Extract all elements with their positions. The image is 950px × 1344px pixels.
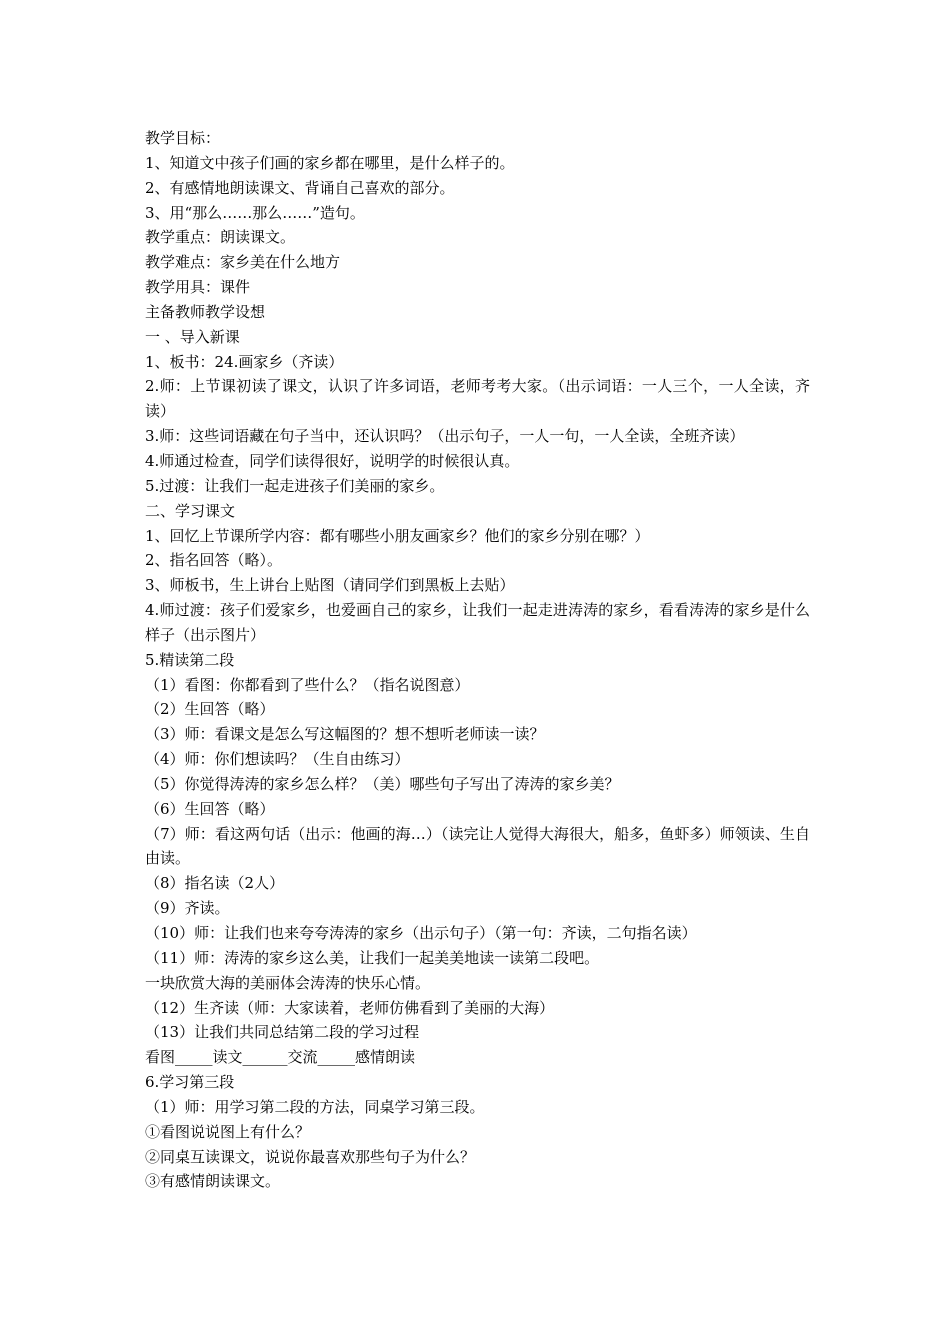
doc-line: 4.师过渡：孩子们爱家乡，也爱画自己的家乡，让我们一起走进涛涛的家乡，看看涛涛的家乡是什么样子（出示图片）	[145, 601, 810, 644]
doc-line: 2.师：上节课初读了课文，认识了许多词语，老师考考大家。（出示词语：一人三个，一人全读，齐读）	[145, 377, 810, 421]
doc-line: 5.精读第二段	[145, 650, 235, 669]
doc-line: （4）师：你们想读吗？（生自由练习）	[145, 750, 410, 769]
doc-line: 二、学习课文	[145, 501, 236, 520]
doc-line: 4.师通过检查，同学们读得很好，说明学的时候很认真。	[145, 451, 520, 470]
doc-line: 6.学习第三段	[145, 1073, 235, 1092]
doc-line: 3、用“那么……那么……”造句。	[145, 203, 365, 222]
doc-line: （1）师：用学习第二段的方法，同桌学习第三段。	[145, 1097, 485, 1116]
doc-line: 2、指名回答（略）。	[145, 551, 283, 570]
doc-line: 教学重点：朗读课文。	[145, 228, 296, 247]
doc-line: （12）生齐读（师：大家读着，老师仿佛看到了美丽的大海）	[145, 998, 555, 1017]
doc-line: （10）师：让我们也来夸夸涛涛的家乡（出示句子）（第一句：齐读，二句指名读）	[145, 924, 697, 942]
doc-line: （5）你觉得涛涛的家乡怎么样？（美）哪些句子写出了涛涛的家乡美？	[145, 774, 620, 793]
doc-line: （11）师：涛涛的家乡这么美，让我们一起美美地读一读第二段吧。	[145, 948, 600, 967]
doc-line: 3、师板书，生上讲台上贴图（请同学们到黑板上去贴）	[145, 576, 515, 595]
doc-line: 1、回忆上节课所学内容：都有哪些小朋友画家乡？他们的家乡分别在哪？）	[145, 526, 650, 545]
doc-line: （9）齐读。	[145, 899, 230, 918]
doc-line: 1、知道文中孩子们画的家乡都在哪里，是什么样子的。	[145, 153, 515, 172]
doc-line: 看图_____读文______交流_____感情朗读	[145, 1048, 416, 1067]
doc-line: 主备教师教学设想	[145, 302, 266, 321]
doc-line: （1）看图：你都看到了些什么？（指名说图意）	[145, 675, 470, 694]
doc-line: 教学难点：家乡美在什么地方	[145, 253, 341, 272]
doc-line: 一块欣赏大海的美丽体会涛涛的快乐心情。	[145, 973, 431, 992]
doc-line: 教学用具：课件	[145, 278, 251, 297]
doc-line: （6）生回答（略）	[145, 799, 275, 818]
doc-line: 2、有感情地朗读课文、背诵自己喜欢的部分。	[145, 178, 455, 197]
doc-line: 教学目标：	[145, 129, 221, 147]
doc-line: 5.过渡：让我们一起走进孩子们美丽的家乡。	[145, 476, 445, 495]
doc-line: （3）师：看课文是怎么写这幅图的？想不想听老师读一读？	[145, 725, 545, 744]
doc-line: 1、板书：24.画家乡（齐读）	[145, 352, 344, 371]
doc-line: 一 、导入新课	[145, 327, 240, 346]
doc-line: （2）生回答（略）	[145, 700, 275, 719]
doc-line: （8）指名读（2人）	[145, 874, 285, 893]
doc-line: ③有感情朗读课文。	[145, 1172, 281, 1191]
doc-line: ①看图说说图上有什么？	[145, 1122, 311, 1141]
lesson-plan-document	[145, 126, 810, 1194]
doc-line: （7）师：看这两句话（出示：他画的海…）（读完让人觉得大海很大，船多，鱼虾多）师领读、生自由读。	[145, 824, 810, 868]
doc-line: ②同桌互读课文，说说你最喜欢那些句子为什么？	[145, 1147, 476, 1166]
doc-line: 3.师：这些词语藏在句子当中，还认识吗？（出示句子，一人一句，一人全读，全班齐读）	[145, 427, 745, 446]
doc-line: （13）让我们共同总结第二段的学习过程	[145, 1023, 420, 1042]
